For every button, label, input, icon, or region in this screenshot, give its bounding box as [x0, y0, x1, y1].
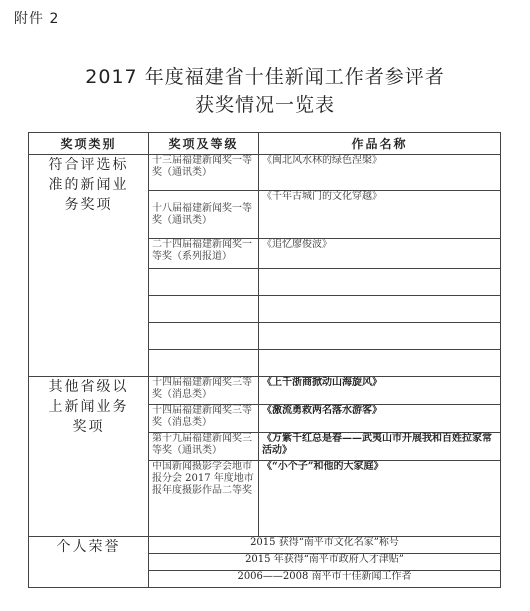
page-subtitle: 获奖情况一览表	[194, 94, 335, 116]
award-level: 十四届福建新闻奖三等奖（消息类）	[149, 377, 259, 405]
category-label: 个人荣誉	[56, 539, 121, 555]
category-label: 其他省级以上新闻业务奖项	[48, 379, 129, 435]
category-cell	[29, 377, 149, 537]
award-level: 十八届福建新闻奖一等奖（通讯类）	[149, 191, 259, 239]
award-level: 中国新闻摄影学会地市报分会 2017 年度地市报年度摄影作品二等奖	[149, 461, 259, 537]
work-title: 《“小个子”和他的大家庭》	[259, 461, 501, 537]
work-title: 《追忆廖俊波》	[259, 239, 501, 269]
table-row	[29, 155, 501, 191]
header-category: 奖项类别	[29, 133, 149, 155]
work-title: 《千年古城门的文化穿越》	[259, 191, 501, 239]
category-cell	[29, 537, 149, 588]
table-row	[29, 537, 501, 554]
work-title: 《万紫千红总是春——武夷山市开展我和百姓拉家常活动》	[259, 433, 501, 461]
category-label: 符合评选标准的新闻业务奖项	[48, 157, 129, 213]
honor-item: 2015 年获得“南平市政府人才津贴”	[149, 554, 501, 571]
header-level: 奖项及等级	[149, 133, 259, 155]
work-title: 《激流勇救两名落水游客》	[259, 405, 501, 433]
award-level: 二十四届福建新闻奖一等奖（系列报道）	[149, 239, 259, 269]
attachment-label: 附件 2	[14, 11, 60, 27]
header-row	[29, 133, 501, 155]
table-row	[29, 377, 501, 405]
page-title: 2017 年度福建省十佳新闻工作者参评者	[85, 66, 445, 88]
work-title: 《闽北风水林的绿色涅槃》	[259, 155, 501, 191]
award-level: 十四届福建新闻奖三等奖（消息类）	[149, 405, 259, 433]
award-table	[28, 132, 501, 588]
honor-item: 2015 获得“南平市文化名家”称号	[149, 537, 501, 554]
award-level: 第十九届福建新闻奖三等奖（通讯类）	[149, 433, 259, 461]
honor-item: 2006——2008 南平市十佳新闻工作者	[149, 571, 501, 588]
work-title: 《上千浙商掀动山海旋风》	[259, 377, 501, 405]
category-cell	[29, 155, 149, 377]
award-level: 十三届福建新闻奖一等奖（通讯类）	[149, 155, 259, 191]
header-work: 作品名称	[259, 133, 501, 155]
